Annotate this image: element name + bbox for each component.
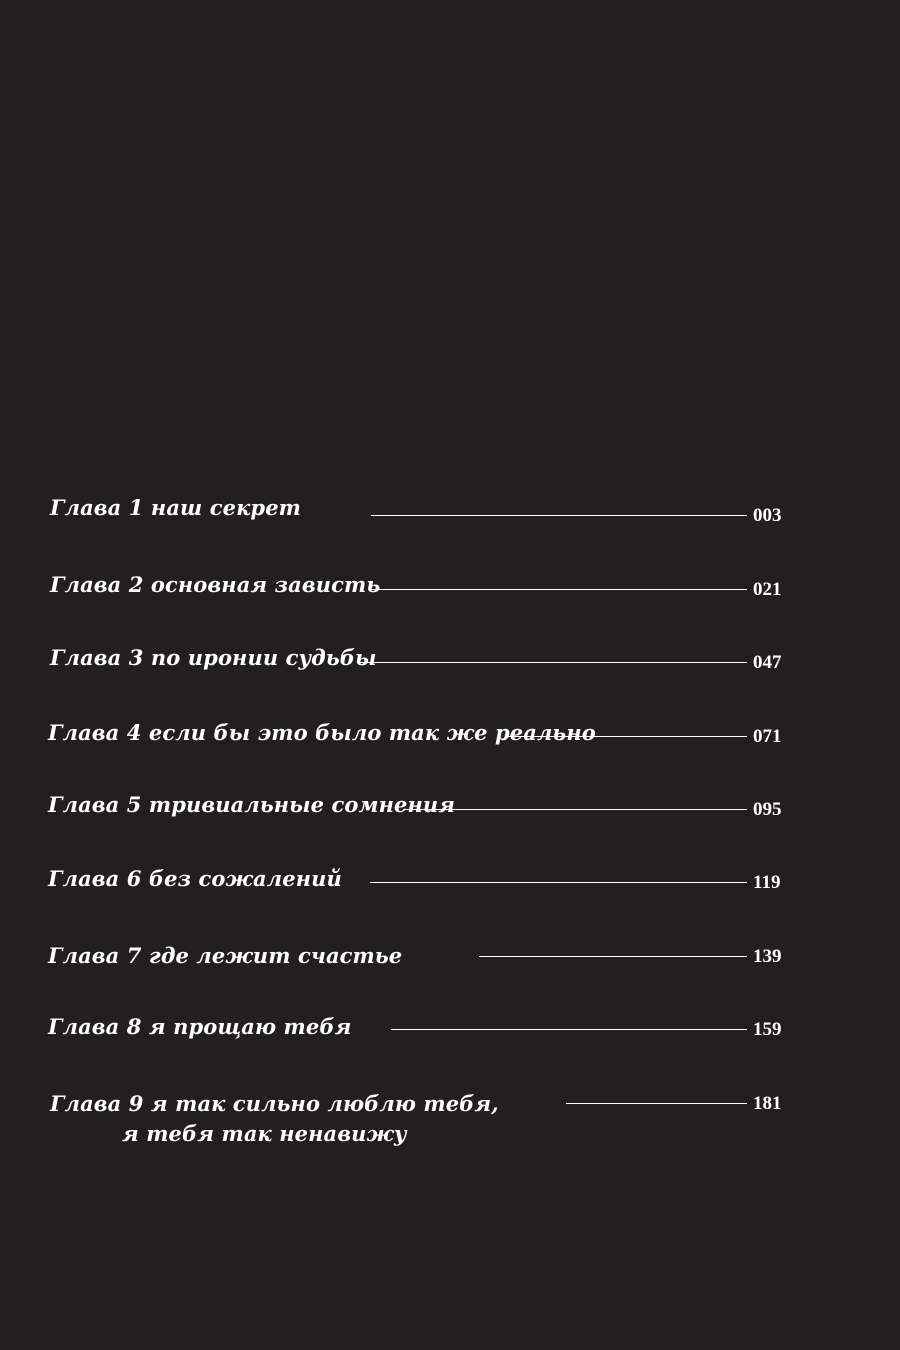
toc-entry-title: Глава 2 основная зависть	[50, 572, 381, 597]
toc-entry-title: Глава 1 наш секрет	[50, 495, 301, 520]
toc-entry-title	[50, 1089, 499, 1149]
toc-entry-title: Глава 8 я прощаю тебя	[48, 1014, 352, 1039]
toc-leader-line	[391, 1029, 747, 1030]
toc-entry-page: 139	[753, 946, 782, 967]
toc-entry-title: Глава 5 тривиальные сомнения	[48, 792, 456, 817]
toc-entry-page: 095	[753, 799, 782, 820]
toc-entry-page: 047	[753, 652, 782, 673]
toc-leader-line	[370, 882, 747, 883]
toc-entry-page: 119	[753, 872, 781, 893]
toc-entry-title-line2: я тебя так ненавижу	[122, 1121, 407, 1146]
toc-entry-page: 021	[753, 579, 782, 600]
toc-entry-page: 003	[753, 505, 782, 526]
toc-leader-line	[371, 515, 747, 516]
toc-entry-title: Глава 6 без сожалений	[48, 866, 342, 891]
toc-entry-title-line1: Глава 9 я так сильно люблю тебя,	[50, 1091, 499, 1116]
toc-entry-page: 159	[753, 1019, 782, 1040]
toc-leader-line	[403, 809, 747, 810]
toc-entry-title: Глава 7 где лежит счастье	[48, 943, 403, 968]
toc-leader-line	[359, 662, 747, 663]
toc-leader-line	[369, 589, 747, 590]
toc-leader-line	[566, 1103, 747, 1104]
toc-leader-line	[508, 736, 747, 737]
toc-leader-line	[479, 956, 747, 957]
toc-entry-page: 071	[753, 726, 782, 747]
toc-entry-title: Глава 4 если бы это было так же реально	[48, 720, 596, 745]
toc-entry-page: 181	[753, 1093, 782, 1114]
toc-entry-title: Глава 3 по иронии судьбы	[50, 645, 377, 670]
